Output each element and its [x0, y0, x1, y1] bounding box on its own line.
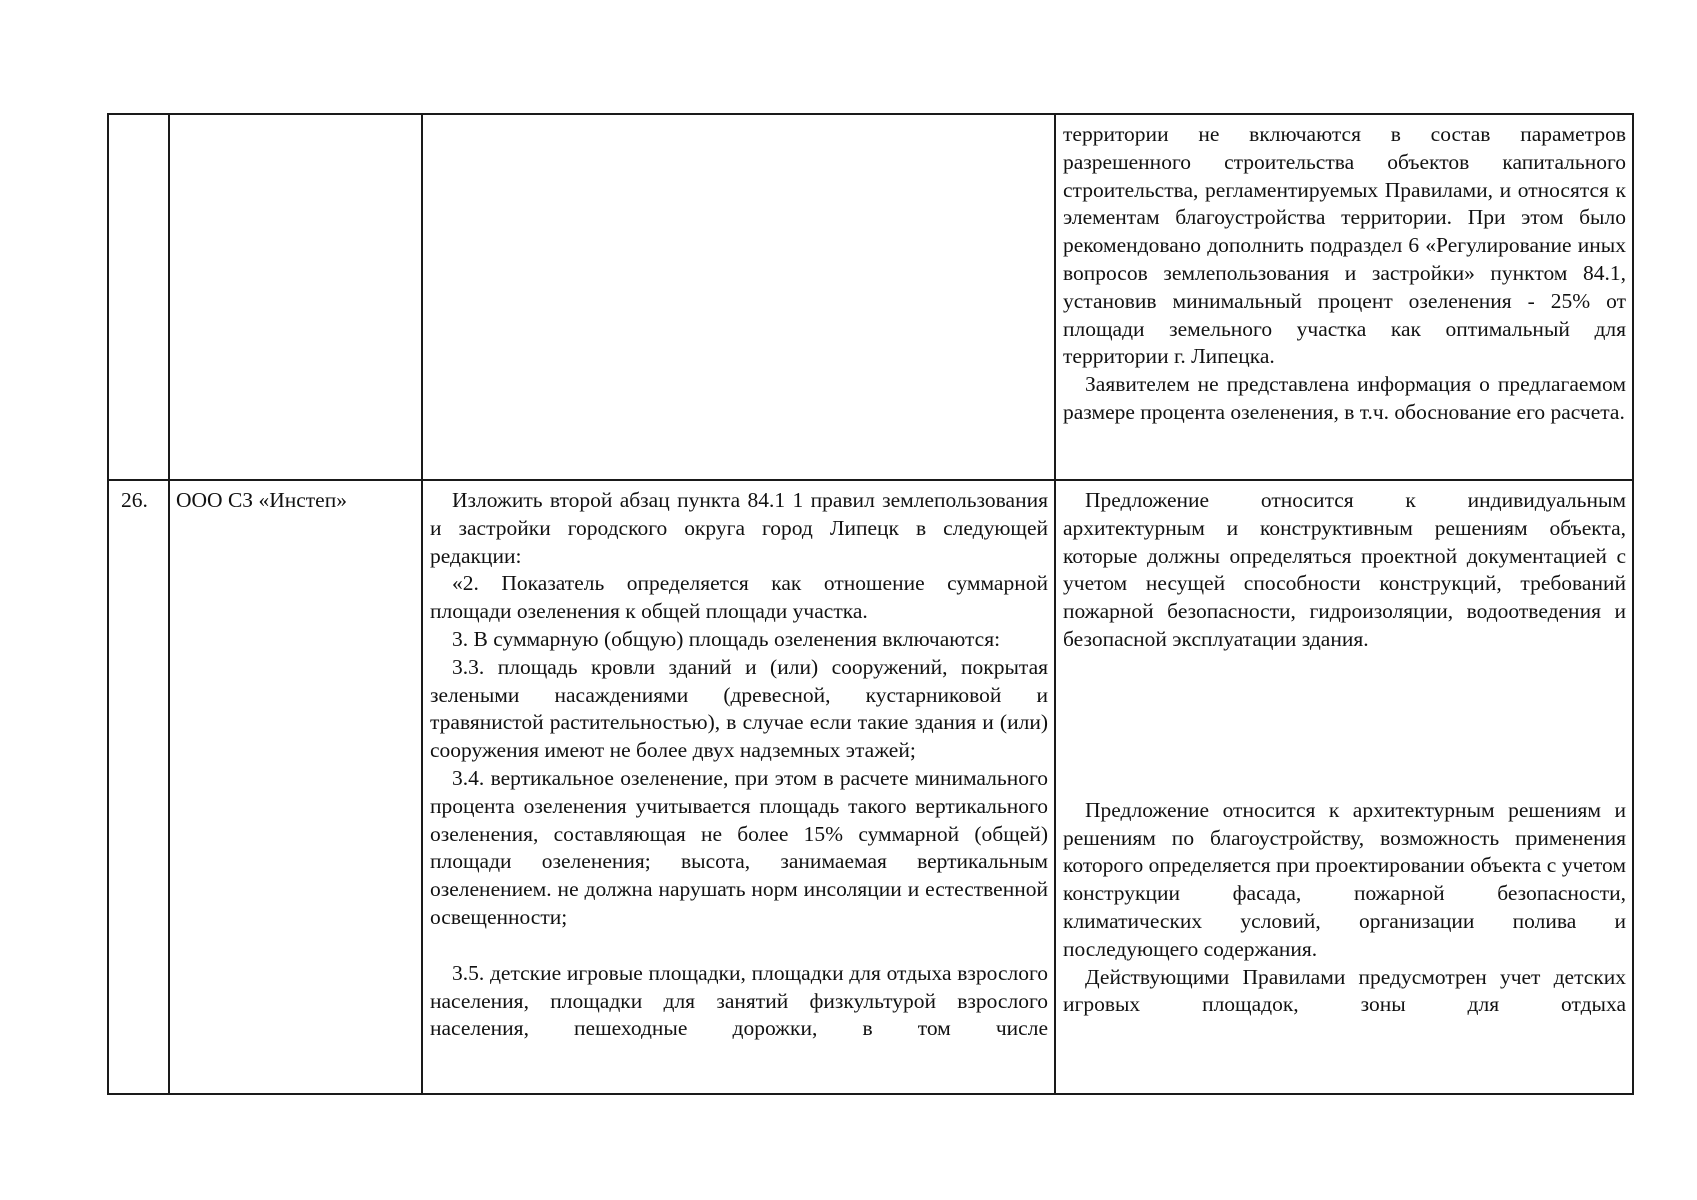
row-number-cell [108, 480, 169, 1094]
answer-paragraph: Заявителем не представлена информация о предлагаемом размере процента озеленения, в т.ч. обоснование его расчета. [1063, 372, 1626, 424]
answer-paragraph: территории не включаются в состав параметров разрешенного строительства объектов капитального строительства, регламентируемых Правилами, и относятся к элементам благоустройства территории. При этом было рекомендовано дополнить подраздел 6 «Регулирование иных вопросов землепользования и застройки» пунктом 84.1, установив минимальный процент озеленения - 25% от площади земельного участка как оптимальный для территории г. Липецка. [1063, 122, 1626, 369]
answer-cell [1055, 114, 1633, 480]
organization-name: ООО СЗ «Инстеп» [176, 488, 347, 512]
proposal-paragraph: 3.3. площадь кровли зданий и (или) сооружений, покрытая зелеными насаждениями (древесной, кустарниковой и травянистой растительностью), в случае если такие здания и (или) сооружения имеют не более двух надземных этажей; [430, 654, 1048, 763]
comments-table [107, 113, 1634, 1095]
answer-paragraph: Действующими Правилами предусмотрен учет детских игровых площадок, зоны для отдыха [1063, 964, 1626, 1017]
proposal-paragraph: Изложить второй абзац пункта 84.1 1 правил землепользования и застройки городского округа город Липецк в следующей редакции: [430, 488, 1048, 568]
organization-cell [169, 480, 422, 1094]
row-number-cell [108, 114, 169, 480]
proposal-paragraph: «2. Показатель определяется как отношение суммарной площади озеленения к общей площади участка. [430, 571, 1048, 624]
proposal-paragraph: 3.5. детские игровые площадки, площадки для отдыха взрослого населения, площадки для занятий физкультурой взрослого населения, пешеходные дорожки, в том числе [430, 960, 1048, 1041]
table-row [108, 480, 1633, 1094]
proposal-paragraph: 3. В суммарную (общую) площадь озеленения включаются: [452, 626, 1001, 651]
answer-cell [1055, 480, 1633, 1094]
proposal-cell [422, 114, 1055, 480]
answer-paragraph: Предложение относится к архитектурным решениям и решениям по благоустройству, возможность применения которого определяется при проектировании объекта с учетом конструкции фасада, пожарной безопасности, климатических условий, организации полива и последующего содержания. [1063, 797, 1626, 961]
row-number [109, 115, 168, 121]
proposal-paragraph: 3.4. вертикальное озеленение, при этом в расчете минимального процента озеленения учитывается площадь такого вертикального озеленения, составляющая не более 15% суммарной (общей) площади озеленения; высота, занимаемая вертикальным озеленением. не должна нарушать норм инсоляции и естественной освещенности; [430, 765, 1048, 929]
row-number: 26. [121, 488, 148, 512]
answer-paragraph: Предложение относится к индивидуальным архитектурным и конструктивным решениям объекта, которые должны определяться проектной документацией с учетом несущей способности конструкций, требований пожарной безопасности, гидроизоляции, водоотведения и безопасной эксплуатации здания. [1063, 488, 1626, 651]
organization-cell [169, 114, 422, 480]
table-row [108, 114, 1633, 480]
organization-name [170, 115, 421, 121]
proposal-cell [422, 480, 1055, 1094]
